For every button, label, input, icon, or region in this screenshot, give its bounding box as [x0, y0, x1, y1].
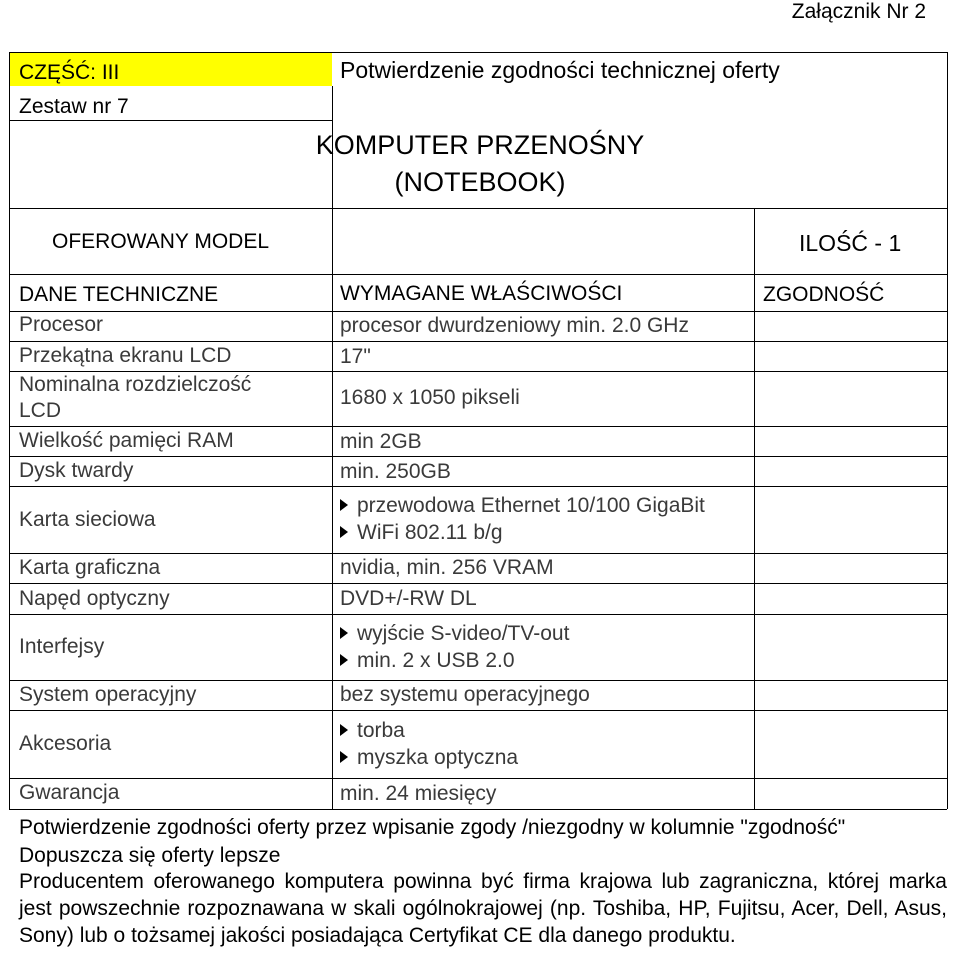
spec-value-screen-size: 17": [340, 345, 371, 368]
spec-bullet-item: [340, 719, 405, 743]
spec-bullet-item: [340, 494, 705, 518]
spec-name-accessories: Akcesoria: [19, 732, 112, 755]
grid-line: [9, 486, 947, 487]
spec-name-screen-size: Przekątna ekranu LCD: [19, 344, 232, 367]
grid-line: [9, 274, 947, 275]
spec-value-operating-system: bez systemu operacyjnego: [340, 683, 590, 706]
document-title: Potwierdzenie zgodności technicznej oferty: [340, 57, 780, 83]
grid-line: [9, 120, 332, 121]
grid-line: [9, 208, 947, 209]
spec-bullet-text: myszka optyczna: [357, 746, 519, 769]
spec-name-network-card: Karta sieciowa: [19, 508, 156, 531]
grid-line: [9, 778, 947, 779]
spec-bullet-text: wyjście S-video/TV-out: [357, 622, 570, 645]
spec-value-resolution: 1680 x 1050 pikseli: [340, 386, 520, 409]
triangle-right-icon: [340, 499, 348, 511]
product-title-line2: (NOTEBOOK): [394, 167, 566, 197]
spec-bullet-text: torba: [357, 719, 405, 742]
spec-name-resolution-line2: LCD: [19, 399, 62, 422]
spec-value-graphics-card: nvidia, min. 256 VRAM: [340, 556, 554, 579]
set-label: Zestaw nr 7: [19, 95, 129, 118]
grid-line: [9, 583, 947, 584]
spec-bullet-text: przewodowa Ethernet 10/100 GigaBit: [357, 494, 705, 517]
grid-line: [9, 371, 947, 372]
grid-line: [947, 52, 948, 809]
spec-bullet-item: [340, 649, 515, 673]
triangle-right-icon: [340, 627, 348, 639]
spec-name-optical-drive: Napęd optyczny: [19, 587, 170, 610]
grid-line: [9, 680, 947, 681]
grid-line: [9, 553, 947, 554]
grid-line: [9, 710, 947, 711]
spec-name-processor: Procesor: [19, 313, 104, 336]
grid-line: [9, 456, 947, 457]
header-compliance: ZGODNOŚĆ: [763, 283, 885, 306]
spec-name-operating-system: System operacyjny: [19, 683, 197, 706]
spec-value-optical-drive: DVD+/-RW DL: [340, 587, 477, 610]
grid-line: [9, 426, 947, 427]
spec-bullet-item: [340, 521, 503, 545]
triangle-right-icon: [340, 526, 348, 538]
offered-model-label: OFEROWANY MODEL: [52, 230, 270, 253]
spec-bullet-text: WiFi 802.11 b/g: [357, 521, 503, 544]
spec-name-ram: Wielkość pamięci RAM: [19, 429, 234, 452]
spec-value-processor: procesor dwurdzeniowy min. 2.0 GHz: [340, 314, 689, 337]
spec-name-warranty: Gwarancja: [19, 781, 120, 804]
grid-line: [332, 86, 333, 809]
part-label: CZĘŚĆ: III: [19, 61, 120, 84]
spec-name-interfaces: Interfejsy: [19, 635, 105, 658]
grid-line: [9, 809, 947, 810]
product-title-line1: KOMPUTER PRZENOŚNY: [315, 130, 645, 160]
compliance-note: Potwierdzenie zgodności oferty przez wpisanie zgody /niezgodny w kolumnie "zgodność": [19, 816, 846, 839]
spec-name-resolution-line1: Nominalna rozdzielczość: [19, 373, 252, 396]
spec-bullet-text: min. 2 x USB 2.0: [357, 649, 515, 672]
spec-name-hard-drive: Dysk twardy: [19, 459, 134, 482]
triangle-right-icon: [340, 751, 348, 763]
better-offers-note: Dopuszcza się oferty lepsze: [19, 844, 281, 867]
grid-line: [9, 52, 10, 809]
spec-value-hard-drive: min. 250GB: [340, 460, 451, 483]
spec-value-ram: min 2GB: [340, 430, 422, 453]
grid-line: [9, 52, 947, 53]
spec-bullet-item: [340, 746, 518, 770]
grid-line: [9, 311, 947, 312]
header-tech-data: DANE TECHNICZNE: [19, 283, 219, 306]
quantity-label: ILOŚĆ - 1: [799, 230, 902, 256]
triangle-right-icon: [340, 724, 348, 736]
spec-value-warranty: min. 24 miesięcy: [340, 782, 497, 805]
header-required-properties: WYMAGANE WŁAŚCIWOŚCI: [340, 282, 623, 305]
grid-line: [9, 614, 947, 615]
attachment-label: Załącznik Nr 2: [791, 0, 926, 23]
spec-name-graphics-card: Karta graficzna: [19, 556, 161, 579]
grid-line: [754, 208, 755, 809]
triangle-right-icon: [340, 654, 348, 666]
manufacturer-requirement: Producentem oferowanego komputera powinna być firma krajowa lub zagraniczna, której marka jest powszechnie rozpoznawana w skali ogólnokrajowej (np. Toshiba, HP, Fujitsu, Acer, Dell, Asus, Sony) lub o tożsamej jakości posiadająca Certyfikat CE dla danego produktu.: [19, 870, 947, 947]
grid-line: [9, 341, 947, 342]
spec-bullet-item: [340, 622, 569, 646]
product-title: [280, 127, 680, 201]
